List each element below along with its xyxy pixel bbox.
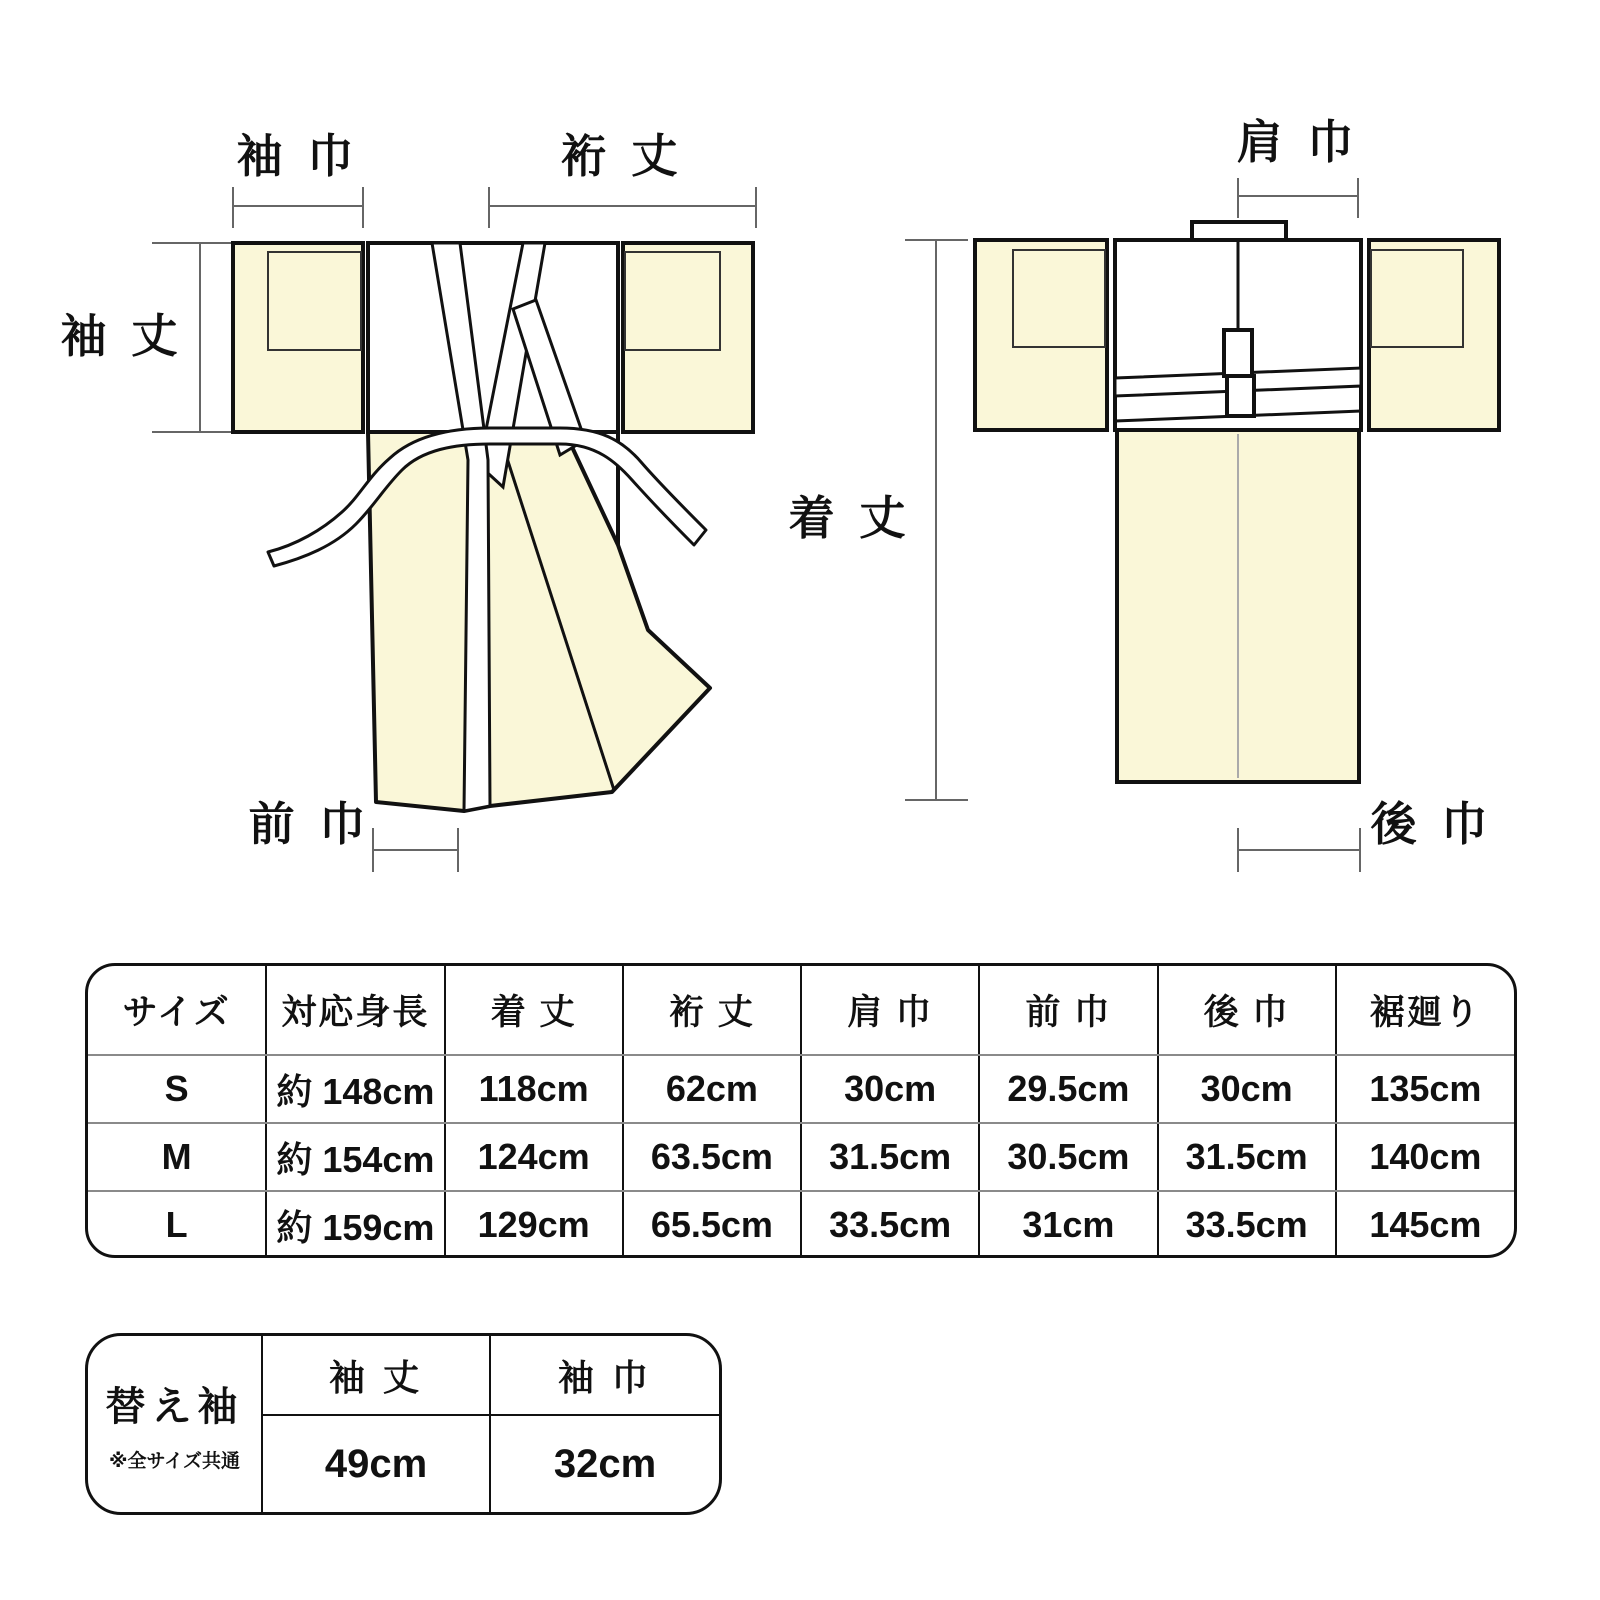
header-cell: 裾廻り <box>1336 966 1514 1055</box>
back-obi-knot <box>1224 330 1254 416</box>
header-cell: 後 巾 <box>1158 966 1336 1055</box>
data-cell: M <box>88 1123 266 1191</box>
data-cell: 30cm <box>801 1055 979 1123</box>
size-table-header-row <box>88 966 1514 1055</box>
header-cell: 袖 巾 <box>491 1336 719 1416</box>
label-kata-haba: 肩 巾 <box>1236 116 1360 168</box>
header-cell: 裄 丈 <box>623 966 801 1055</box>
data-cell: 約 159cm <box>266 1191 444 1258</box>
data-cell: 145cm <box>1369 1204 1482 1245</box>
data-cell: 49cm <box>263 1416 491 1512</box>
data-cell: 約 154cm <box>266 1123 444 1191</box>
header-cell: 袖 丈 <box>263 1336 491 1416</box>
front-kimono-diagram <box>61 130 756 872</box>
header-cell: 対応身長 <box>266 966 444 1055</box>
label-ushiro-haba: 後 巾 <box>1370 798 1494 850</box>
data-cell: 32cm <box>553 1441 657 1486</box>
data-cell: 124cm <box>445 1123 623 1191</box>
data-cell: 30.5cm <box>979 1123 1157 1191</box>
front-left-sleeve <box>233 243 363 432</box>
header-cell: サイズ <box>88 966 266 1055</box>
header-cell: 着 丈 <box>445 966 623 1055</box>
data-cell: 約 148cm <box>266 1055 444 1123</box>
data-cell: L <box>88 1191 266 1258</box>
data-cell: 31.5cm <box>801 1123 979 1191</box>
data-cell: 33.5cm <box>801 1191 979 1258</box>
data-cell: 33.5cm <box>1158 1191 1336 1258</box>
label-sode-haba: 袖 巾 <box>236 130 360 182</box>
label-ki-take: 着 丈 <box>788 492 912 544</box>
data-cell: 31cm <box>979 1191 1157 1258</box>
back-kimono-diagram <box>789 116 1499 872</box>
data-cell: 62cm <box>623 1055 801 1123</box>
data-cell: S <box>88 1055 266 1123</box>
replacement-sleeve-label-cell <box>88 1336 263 1512</box>
replacement-sleeve-table <box>85 1333 722 1515</box>
table-row-size-l <box>88 1191 1514 1258</box>
data-cell: 135cm <box>1336 1055 1514 1123</box>
size-table <box>85 963 1517 1258</box>
label-mae-haba: 前 巾 <box>248 798 372 850</box>
data-cell: 29.5cm <box>979 1055 1157 1123</box>
label-yuki-take: 裄 丈 <box>560 130 684 182</box>
data-cell: 140cm <box>1336 1123 1514 1191</box>
all-sizes-note: ※全サイズ共通 <box>109 1451 240 1472</box>
back-right-sleeve <box>1369 240 1499 430</box>
data-cell: 129cm <box>445 1191 623 1258</box>
label-sode-take: 袖 丈 <box>60 310 184 362</box>
front-right-sleeve <box>623 243 753 432</box>
replacement-sleeve-label: 替え袖 <box>105 1385 244 1429</box>
back-collar <box>1192 222 1286 240</box>
data-cell: 65.5cm <box>623 1191 801 1258</box>
data-cell: 118cm <box>445 1055 623 1123</box>
data-cell: 63.5cm <box>623 1123 801 1191</box>
table-row-size-m <box>88 1123 1514 1191</box>
back-left-sleeve <box>975 240 1107 430</box>
data-cell: 31.5cm <box>1158 1123 1336 1191</box>
data-cell: 30cm <box>1158 1055 1336 1123</box>
header-cell: 前 巾 <box>979 966 1157 1055</box>
table-row-size-s <box>88 1055 1514 1123</box>
header-cell: 肩 巾 <box>801 966 979 1055</box>
